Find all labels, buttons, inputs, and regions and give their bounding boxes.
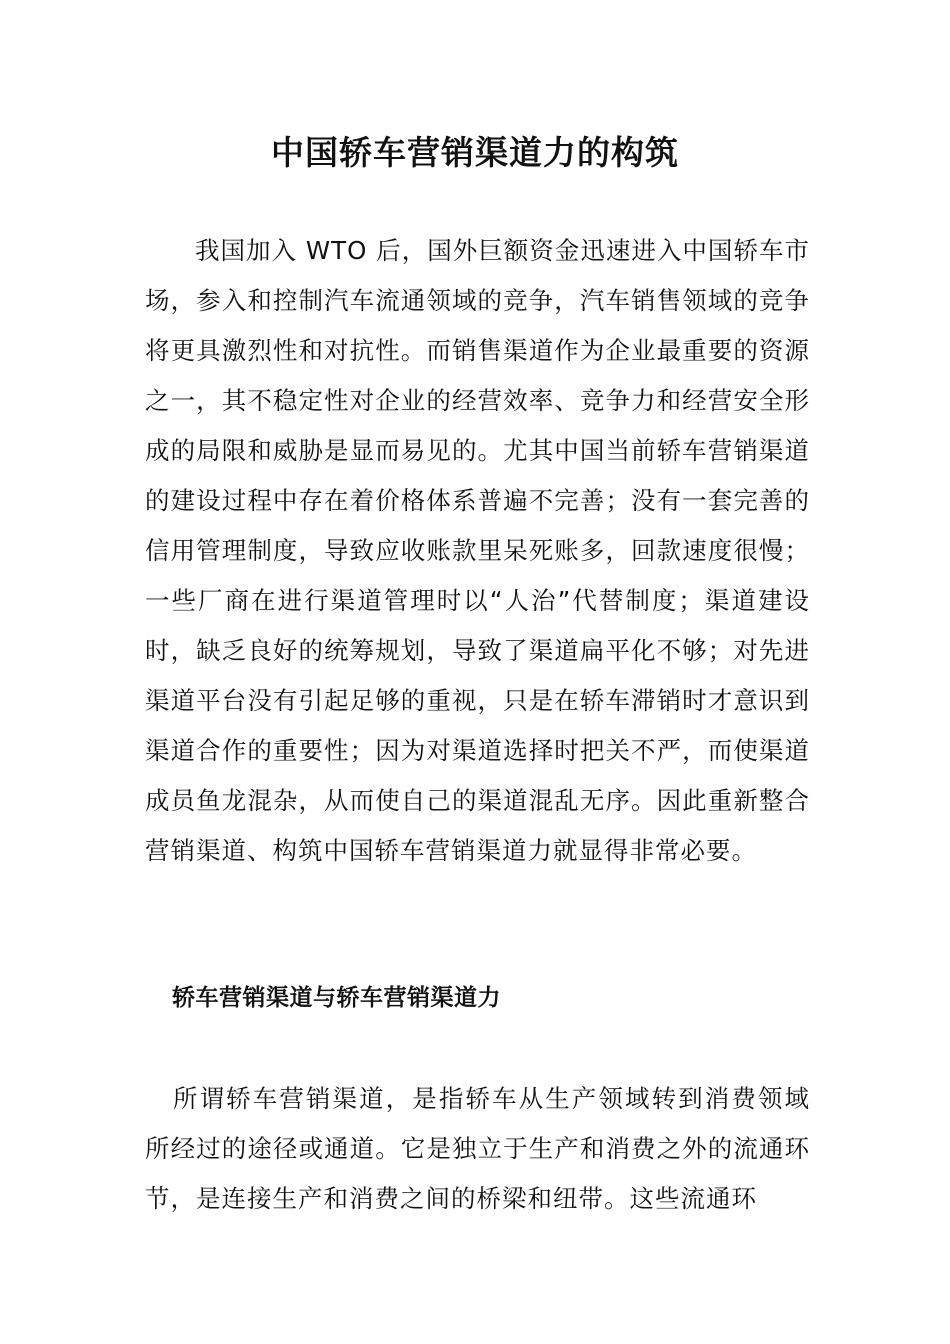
section-heading: 轿车营销渠道与轿车营销渠道力: [172, 985, 501, 1011]
section-paragraph: 所谓轿车营销渠道，是指轿车从生产领域转到消费领域所经过的途径或通道。它是独立于生产和消费之外的流通环节，是连接生产和消费之间的桥梁和纽带。这些流通环: [145, 1084, 810, 1213]
intro-paragraph: 我国加入 WTO 后，国外巨额资金迅速进入中国轿车市场，参入和控制汽车流通领域的竞争，汽车销售领域的竞争将更具激烈性和对抗性。而销售渠道作为企业最重要的资源之一，其不稳定性对企业的经营效率、竞争力和经营安全形成的局限和威胁是显而易见的。尤其中国当前轿车营销渠道的建设过程中存在着价格体系普遍不完善；没有一套完善的信用管理制度，导致应收账款里呆死账多，回款速度很慢；一些厂商在进行渠道管理时以“人治”代替制度；渠道建设时，缺乏良好的统筹规划，导致了渠道扁平化不够；对先进渠道平台没有引起足够的重视，只是在轿车滞销时才意识到渠道合作的重要性；因为对渠道选择时把关不严，而使渠道成员鱼龙混杂，从而使自己的渠道混乱无序。因此重新整合营销渠道、构筑中国轿车营销渠道力就显得非常必要。: [145, 236, 810, 865]
document-title: 中国轿车营销渠道力的构筑: [271, 133, 679, 172]
